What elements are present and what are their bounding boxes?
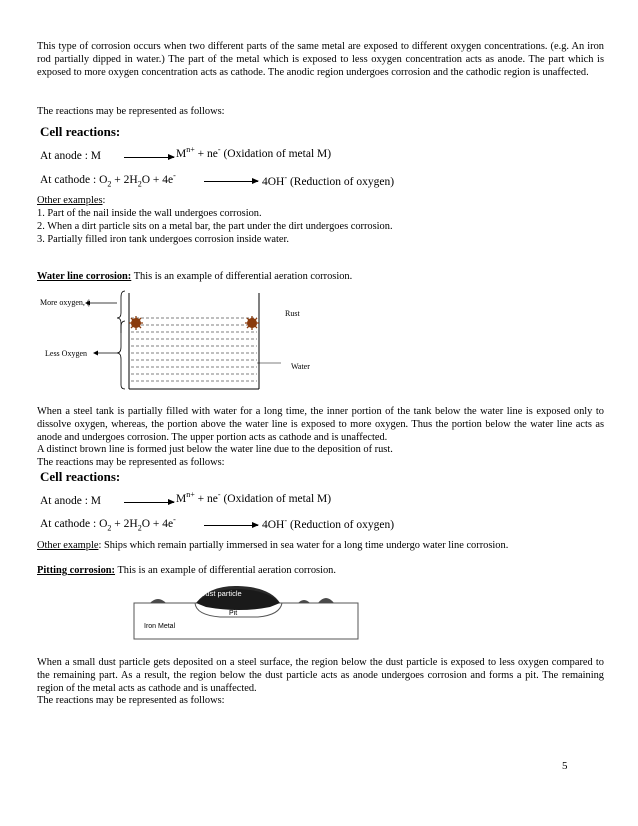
anode-reactant-1: At anode : M bbox=[40, 150, 102, 162]
iron-metal-label: Iron Metal bbox=[144, 623, 176, 630]
anode-product-1: $M^{n+} + ne^-$ (Oxidation of metal M) bbox=[176, 145, 332, 160]
other-examples-title: Other examples: bbox=[37, 195, 106, 206]
anode-reactant-2: At anode : M bbox=[40, 495, 102, 507]
waterline-paragraph: When a steel tank is partially filled with water for a long time, the inner portion of the tank below the water line is exposed only to dissolve oxygen, whereas, the portion above the water line is exposed to more oxygen. Thus the portion below the water line acts as anode and undergoes corrosion. The upper portion acts as cathode and is unaffected. bbox=[37, 406, 604, 443]
less-oxygen-label: Less Oxygen bbox=[45, 349, 87, 358]
pitting-title: Pitting corrosion: This is an example of differential aeration corrosion. bbox=[37, 565, 336, 576]
dust-particle-label: Dust particle bbox=[200, 589, 242, 598]
intro-reactions-line: The reactions may be represented as follows: bbox=[37, 106, 225, 117]
cell-reactions-heading-2: Cell reactions: bbox=[40, 469, 121, 484]
list-item: 3. Partially filled iron tank undergoes corrosion inside water. bbox=[37, 234, 290, 245]
anode-product-2: $M^{n+} + ne^-$ (Oxidation of metal M) bbox=[176, 490, 332, 505]
cathode-product-1: 4OH- (Reduction of oxygen) bbox=[262, 173, 395, 188]
rust-label: Rust bbox=[285, 309, 300, 318]
cathode-reactant-2: At cathode : $O_2 + 2H_2O + 4e^-$ bbox=[40, 515, 176, 533]
waterline-title: Water line corrosion: This is an example of differential aeration corrosion. bbox=[37, 271, 353, 282]
other-examples-list bbox=[37, 207, 604, 246]
page-number: 5 bbox=[562, 760, 568, 772]
pitting-reactions-line: The reactions may be represented as follows: bbox=[37, 695, 225, 706]
cathode-arrow-2 bbox=[204, 525, 258, 526]
rust-spot-left bbox=[129, 316, 143, 330]
rust-spot-right bbox=[245, 316, 259, 330]
cathode-arrow-1 bbox=[204, 181, 258, 182]
waterline-reactions-line: The reactions may be represented as follows: bbox=[37, 457, 225, 468]
pitting-diagram bbox=[130, 583, 362, 643]
other-example-line: Other example: Ships which remain partially immersed in sea water for a long time undergo water line corrosion. bbox=[37, 540, 509, 551]
list-item: 1. Part of the nail inside the wall undergoes corrosion. bbox=[37, 208, 262, 219]
cathode-reactant-1: At cathode : $O_2 + 2H_2O + 4e^-$ bbox=[40, 171, 176, 189]
anode-arrow-1 bbox=[124, 157, 174, 158]
list-item: 2. When a dirt particle sits on a metal bar, the part under the dirt undergoes corrosion. bbox=[37, 221, 393, 232]
anode-arrow-2 bbox=[124, 502, 174, 503]
pit-label: Pit bbox=[229, 610, 238, 617]
brown-line-paragraph: A distinct brown line is formed just below the water line due to the deposition of rust. bbox=[37, 444, 393, 455]
water-label: Water bbox=[291, 362, 310, 371]
cathode-product-2: 4OH- (Reduction of oxygen) bbox=[262, 516, 395, 531]
cell-reactions-heading-1: Cell reactions: bbox=[40, 124, 121, 139]
intro-paragraph: This type of corrosion occurs when two different parts of the same metal are exposed to different oxygen concentrations. (e.g. An iron rod partially dipped in water.) The part of the metal which is exposed to less oxygen concentration acts as anode. The part which is exposed to more oxygen concentration acts as cathode. The anodic region undergoes corrosion and the cathodic region is unaffected. bbox=[37, 41, 604, 78]
pitting-paragraph: When a small dust particle gets deposited on a steel surface, the region below the dust particle is exposed to less oxygen compared to the remaining part. As a result, the region below the dust particle acts as anode undergoes corrosion and forms a pit. The remaining region of the metal acts as cathode and is unaffected. bbox=[37, 657, 604, 694]
more-oxygen-label: More oxygen, ( bbox=[40, 298, 90, 307]
